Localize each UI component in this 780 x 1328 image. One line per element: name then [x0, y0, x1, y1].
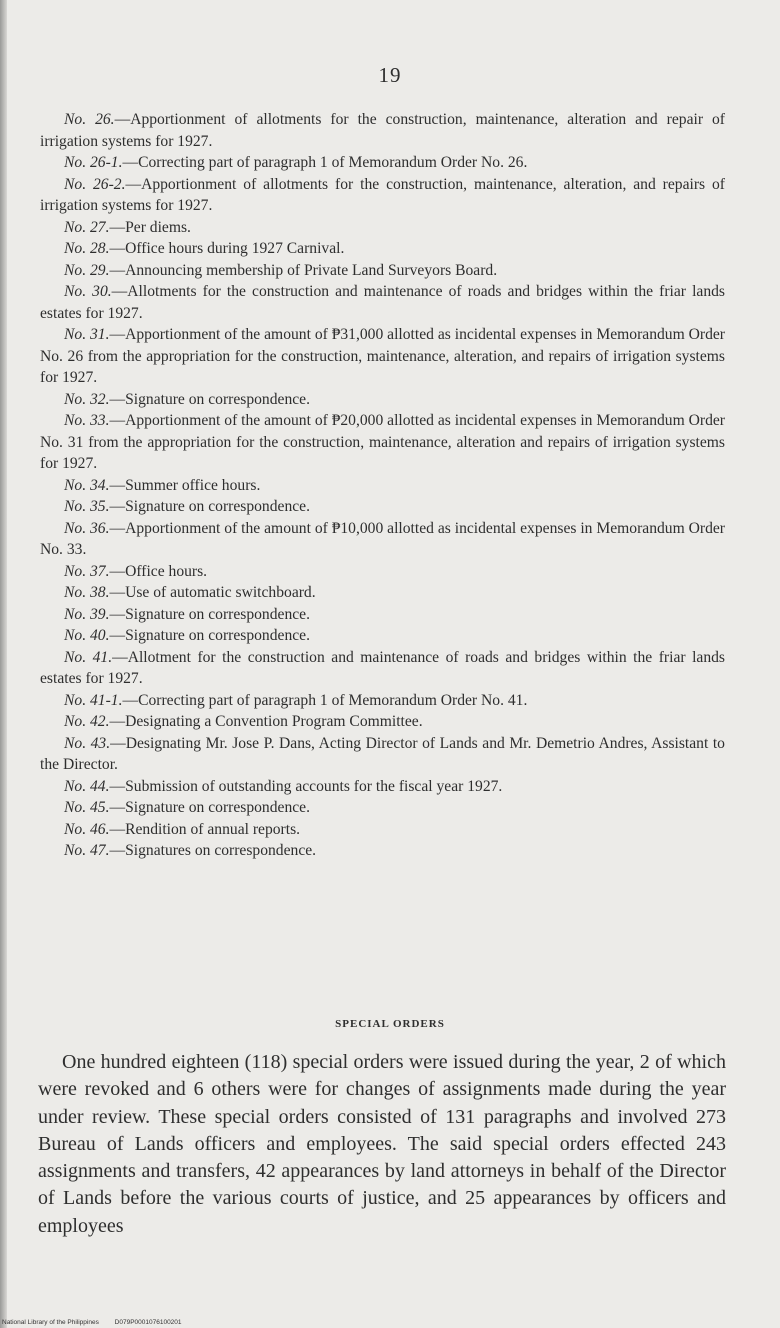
memorandum-number: No. 47. [64, 842, 110, 859]
memorandum-title: —Signature on correspondence. [109, 605, 310, 623]
memorandum-title: —Signature on correspondence. [109, 627, 310, 644]
memorandum-orders-list [40, 109, 725, 862]
special-orders-paragraph: One hundred eighteen (118) special orders were issued during the year, 2 of which were revoked and 6 others were for changes of assignments made during the year under review. These special orders consisted of 131 paragraphs and involved 273 Bureau of Lands officers and employees. The said special orders effected 243 assignments and transfers, 42 appearances by land attorneys in behalf of the Director of Lands before the various courts of justice, and 25 appearances by officers and employees [38, 1051, 726, 1237]
memorandum-number: No. 26. [64, 111, 115, 128]
memorandum-title: —Apportionment of the amount of ₱10,000 allotted as incidental expenses in Memorandum Order No. 33. [40, 519, 725, 558]
memorandum-number: No. 44. [64, 777, 110, 795]
memorandum-number: No. 26-2. [64, 175, 126, 193]
memorandum-item [40, 840, 725, 862]
memorandum-title: —Correcting part of paragraph 1 of Memorandum Order No. 26. [122, 154, 528, 171]
memorandum-item [40, 819, 725, 841]
memorandum-number: No. 43. [64, 734, 111, 752]
memorandum-item [40, 776, 725, 798]
memorandum-title: —Announcing membership of Private Land Surveyors Board. [109, 261, 498, 279]
memorandum-number: No. 38. [64, 584, 110, 601]
memorandum-number: No. 26-1. [64, 154, 123, 171]
memorandum-number: No. 41-1. [64, 691, 123, 709]
memorandum-title: —Signature on correspondence. [109, 498, 310, 515]
footer-code: D079P0001076100201 [114, 1319, 182, 1326]
memorandum-title: —Apportionment of allotments for the construction, maintenance, alteration, and repairs of irrigation systems for 1927. [40, 175, 725, 214]
memorandum-item [40, 217, 725, 239]
memorandum-item [40, 582, 725, 604]
memorandum-item [40, 260, 725, 282]
memorandum-title: —Apportionment of the amount of ₱20,000 allotted as incidental expenses in Memorandum Order No. 31 from the appropriation for the construction, maintenance, alteration and repairs of irrigation systems for 1927. [40, 412, 725, 472]
memorandum-item [40, 647, 725, 690]
memorandum-number: No. 29. [64, 261, 110, 279]
memorandum-title: —Apportionment of allotments for the construction, maintenance, alteration and repair of irrigation systems for 1927. [40, 111, 725, 150]
memorandum-title: —Use of automatic switchboard. [109, 584, 316, 601]
memorandum-title: —Designating Mr. Jose P. Dans, Acting Director of Lands and Mr. Demetrio Andres, Assistant to the Director. [40, 734, 725, 773]
memorandum-item [40, 518, 725, 561]
memorandum-number: No. 35. [64, 498, 110, 515]
memorandum-title: —Submission of outstanding accounts for the fiscal year 1927. [109, 777, 503, 795]
memorandum-number: No. 41. [64, 648, 113, 666]
scan-footer [2, 1319, 196, 1326]
memorandum-number: No. 40. [64, 627, 110, 644]
memorandum-title: —Rendition of annual reports. [109, 820, 301, 838]
memorandum-title: —Office hours during 1927 Carnival. [109, 240, 345, 257]
memorandum-item [40, 174, 725, 217]
memorandum-number: No. 42. [64, 713, 110, 730]
memorandum-number: No. 30. [64, 283, 112, 300]
memorandum-title: —Summer office hours. [109, 476, 261, 494]
memorandum-number: No. 31. [64, 326, 110, 343]
memorandum-title: —Designating a Convention Program Committee. [109, 713, 423, 730]
memorandum-item [40, 711, 725, 733]
memorandum-item [40, 281, 725, 324]
memorandum-item [40, 496, 725, 518]
special-orders-heading: SPECIAL ORDERS [335, 1018, 445, 1030]
memorandum-number: No. 37. [64, 562, 110, 580]
memorandum-title: —Signature on correspondence. [109, 390, 310, 408]
memorandum-title: —Correcting part of paragraph 1 of Memorandum Order No. 41. [122, 691, 528, 709]
memorandum-title: —Per diems. [109, 218, 191, 236]
memorandum-number: No. 27. [64, 218, 110, 236]
memorandum-item [40, 410, 725, 475]
memorandum-title: —Office hours. [109, 562, 208, 580]
memorandum-title: —Signature on correspondence. [109, 799, 310, 816]
memorandum-item [40, 625, 725, 647]
memorandum-item [40, 797, 725, 819]
memorandum-number: No. 34. [64, 476, 110, 494]
memorandum-number: No. 36. [64, 519, 110, 537]
memorandum-title: —Allotment for the construction and maintenance of roads and bridges within the friar lands estates for 1927. [40, 648, 725, 687]
memorandum-item [40, 324, 725, 389]
memorandum-title: —Signatures on correspondence. [109, 842, 317, 859]
memorandum-number: No. 32. [64, 390, 110, 408]
memorandum-item [40, 238, 725, 260]
memorandum-title: —Apportionment of the amount of ₱31,000 allotted as incidental expenses in Memorandum Order No. 26 from the appropriation for the construction, maintenance, alteration, and repairs of irrigation systems for 1927. [40, 326, 725, 386]
memorandum-item [40, 604, 725, 626]
memorandum-item [40, 389, 725, 411]
page-edge [0, 0, 7, 1328]
page-number: 19 [378, 63, 402, 87]
memorandum-item [40, 109, 725, 152]
memorandum-item [40, 690, 725, 712]
memorandum-number: No. 39. [64, 605, 110, 623]
memorandum-number: No. 28. [64, 240, 110, 257]
memorandum-item [40, 475, 725, 497]
memorandum-number: No. 46. [64, 820, 110, 838]
memorandum-number: No. 33. [64, 412, 110, 429]
footer-source: National Library of the Philippines [2, 1319, 99, 1326]
memorandum-title: —Allotments for the construction and maintenance of roads and bridges within the friar lands estates for 1927. [40, 283, 725, 322]
memorandum-item [40, 152, 725, 174]
memorandum-item [40, 561, 725, 583]
memorandum-number: No. 45. [64, 799, 110, 816]
memorandum-item [40, 733, 725, 776]
